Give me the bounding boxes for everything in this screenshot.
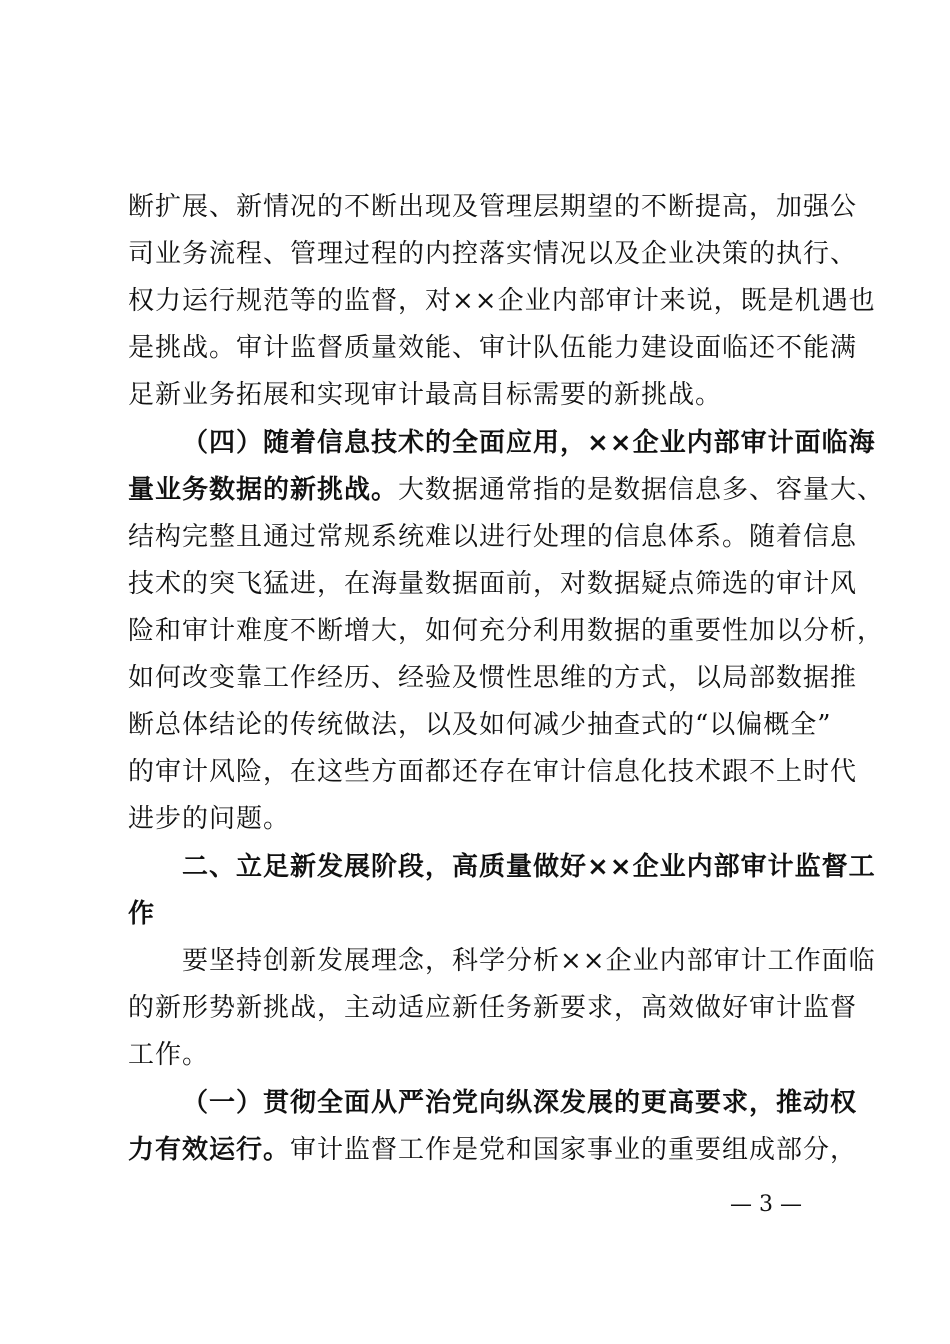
body-line: 要坚持创新发展理念，科学分析××企业内部审计工作面临: [182, 946, 876, 976]
body-line: 权力运行规范等的监督，对××企业内部审计来说，既是机遇也: [128, 286, 876, 316]
body-line: 工作。: [128, 1040, 210, 1070]
body-line: 是挑战。审计监督质量效能、审计队伍能力建设面临还不能满: [128, 333, 858, 363]
section-lead-bold: 力有效运行。: [128, 1135, 291, 1165]
body-line: 进步的问题。: [128, 804, 291, 834]
section-lead-bold: （一）贯彻全面从严治党向纵深发展的更高要求，推动权: [182, 1088, 858, 1118]
body-line-mixed: [128, 1133, 858, 1167]
body-text: 大数据通常指的是数据信息多、容量大、: [398, 475, 885, 505]
body-line: 结构完整且通过常规系统难以进行处理的信息体系。随着信息: [128, 522, 858, 552]
body-line: 足新业务拓展和实现审计最高目标需要的新挑战。: [128, 380, 723, 410]
section-heading: 作: [128, 899, 156, 929]
body-line: 如何改变靠工作经历、经验及惯性思维的方式，以局部数据推: [128, 663, 858, 693]
body-line: 司业务流程、管理过程的内控落实情况以及企业决策的执行、: [128, 239, 858, 269]
body-text: 审计监督工作是党和国家事业的重要组成部分，: [290, 1135, 858, 1165]
section-lead-bold: 量业务数据的新挑战。: [128, 475, 399, 505]
body-line: 技术的突飞猛进，在海量数据面前，对数据疑点筛选的审计风: [128, 569, 858, 599]
body-line: 险和审计难度不断增大，如何充分利用数据的重要性加以分析，: [128, 616, 885, 646]
body-line: 的审计风险，在这些方面都还存在审计信息化技术跟不上时代: [128, 757, 858, 787]
page-number: — 3 —: [730, 1192, 802, 1217]
body-line: 的新形势新挑战，主动适应新任务新要求，高效做好审计监督: [128, 993, 858, 1023]
section-lead-bold: （四）随着信息技术的全面应用，××企业内部审计面临海: [182, 428, 876, 458]
body-line: 断总体结论的传统做法，以及如何减少抽查式的“以偏概全”: [128, 710, 832, 740]
section-heading: 二、立足新发展阶段，高质量做好××企业内部审计监督工: [182, 852, 876, 882]
body-line-mixed: [128, 473, 885, 507]
body-line: 断扩展、新情况的不断出现及管理层期望的不断提高，加强公: [128, 192, 858, 222]
